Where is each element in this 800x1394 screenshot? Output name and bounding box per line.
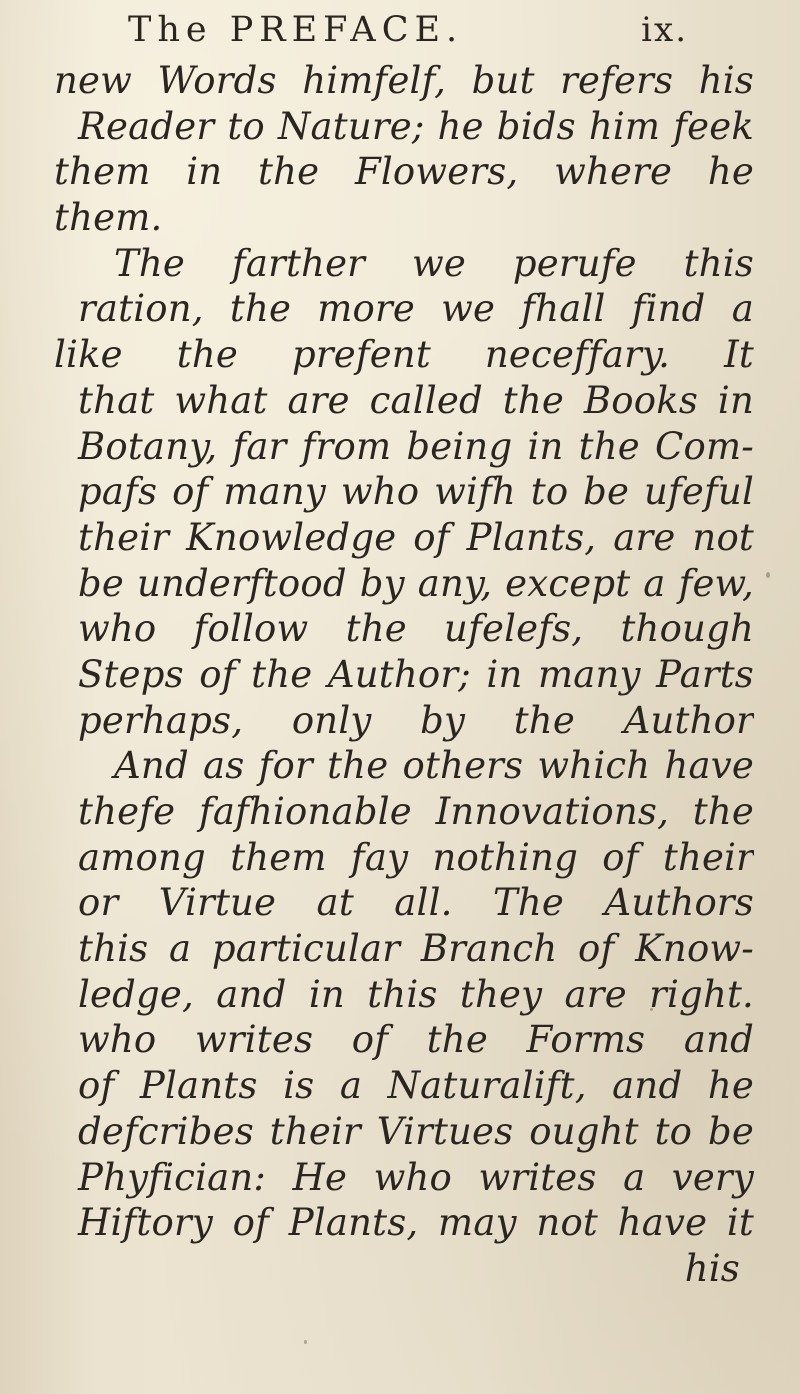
text-line: Botany, far from being in the Com- [78, 424, 754, 468]
text-line: who follow the ufelefs, though [78, 607, 754, 651]
text-line: The farther we perufe this [114, 241, 754, 285]
text-line: perhaps, only by the Author [78, 698, 754, 742]
text-line: like the prefent neceffary. It [54, 333, 754, 377]
text-line: And as for the others which have [114, 744, 754, 788]
text-line: Phyfician: He who writes a very [78, 1155, 754, 1199]
text-line: thefe fafhionable Innovations, the [78, 790, 754, 833]
text-line: or Virtue at all. The Authors [78, 881, 754, 925]
text-line: Steps of the Author; in many Parts [78, 652, 754, 696]
text-line: defcribes their Virtues ought to be [78, 1109, 754, 1153]
text-line: of Plants is a Naturalift, and he [78, 1064, 754, 1108]
text-line: them in the Flowers, where he [54, 150, 754, 194]
text-line: ledge, and in this they are right. [78, 972, 754, 1016]
text-line: their Knowledge of Plants, are not [78, 515, 754, 559]
text-line: be underftood by any, except a few, [78, 561, 754, 605]
paper-speck [766, 572, 770, 578]
catchword: his [684, 1246, 740, 1290]
text-line: them. [54, 196, 163, 240]
paper-speck [650, 1008, 653, 1011]
running-head: The PREFACE. [128, 10, 464, 50]
page-header [128, 6, 688, 54]
text-line: who writes of the Forms and [78, 1018, 754, 1062]
paper-speck [304, 1340, 307, 1344]
text-line: this a particular Branch of Know- [78, 927, 754, 971]
text-line: pafs of many who wifh to be ufeful [78, 470, 754, 514]
text-line: ration, the more we fhall find a [78, 287, 754, 331]
text-line: Reader to Nature; he bids him feek [78, 104, 754, 148]
body-text [54, 58, 754, 1292]
text-line: that what are called the Books in [78, 378, 754, 422]
text-line: Hiftory of Plants, may not have it [78, 1201, 754, 1245]
text-line: new Words himfelf, but refers his [54, 59, 754, 102]
page-number: ix. [641, 10, 688, 50]
text-line: among them fay nothing of their [78, 835, 754, 879]
